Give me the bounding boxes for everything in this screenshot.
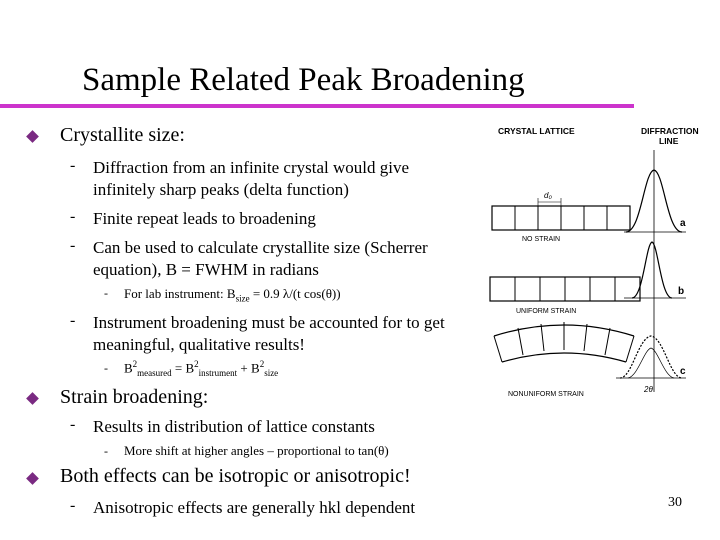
dash-icon: - [70,312,76,329]
eq-subscript: instrument [198,367,238,378]
peak-c [620,336,682,378]
bullet-effects: Both effects can be isotropic or anisotropic! [60,465,411,487]
label-b: b [678,286,685,297]
bullet-diamond-icon [26,472,39,485]
slide-title: Sample Related Peak Broadening [82,62,525,98]
sub-bullet-hkl: Anisotropic effects are generally hkl dependent [93,498,416,517]
peak-b [632,242,672,298]
eq-term: + B [237,360,260,376]
d0-label: d₀ [544,191,552,200]
header-crystal-lattice: CRYSTAL LATTICE [498,126,575,136]
formula-prefix: For lab instrument: B [124,286,236,301]
eq-power: 2 [194,359,199,369]
sub-bullet-lattice-constants: Results in distribution of lattice constants [93,417,375,436]
strain-detail: More shift at higher angles – proportional to tan(θ) [124,443,389,458]
peak-c-envelope [628,348,674,378]
bullet-diamond-icon [26,130,39,143]
two-theta-label: 2θ [644,385,653,394]
dash-icon: - [104,286,108,300]
lattice-uniform-strain [490,277,640,301]
label-uniform-strain: UNIFORM STRAIN [516,308,577,315]
bullet-diamond-icon [26,392,39,405]
formula-rest: = 0.9 λ/(t cos(θ)) [249,286,341,301]
dash-icon: - [104,361,108,375]
eq-term: B [124,360,133,376]
lattice-nonuniform-strain [494,322,634,362]
page-number: 30 [668,495,682,510]
header-diffraction: DIFFRACTION [641,126,699,136]
sub-bullet-instrument: Instrument broadening must be accounted for to get meaningful, qualitative results! [93,313,445,354]
sub-bullet-delta: Diffraction from an infinite crystal would give infinitely sharp peaks (delta function) [93,158,409,199]
sub-bullet-scherrer: Can be used to calculate crystallite size (Scherrer equation), B = FWHM in radians [93,238,428,279]
eq-subscript: measured [137,367,172,378]
title-underline [0,104,634,108]
label-c: c [680,366,686,377]
label-nonuniform-strain: NONUNIFORM STRAIN [508,391,584,398]
formula-subscript: size [235,293,250,304]
dash-icon: - [70,237,76,254]
eq-subscript: size [264,367,279,378]
dash-icon: - [70,208,76,225]
eq-power: 2 [132,359,138,369]
label-a: a [680,218,686,229]
dash-icon: - [70,416,76,433]
lattice-no-strain [492,198,630,230]
dash-icon: - [104,444,108,458]
label-no-strain: NO STRAIN [522,236,561,243]
strain-broadening-figure [486,122,699,404]
header-line: LINE [659,136,679,146]
dash-icon: - [70,157,76,174]
dash-icon: - [70,497,76,514]
bullet-strain: Strain broadening: [60,386,209,408]
eq-term: = B [171,360,195,376]
sub-bullet-broadening: Finite repeat leads to broadening [93,209,316,228]
eq-power: 2 [259,359,265,369]
broadening-equation [124,359,278,378]
scherrer-formula [124,286,341,304]
bullet-crystallite: Crystallite size: [60,124,185,146]
